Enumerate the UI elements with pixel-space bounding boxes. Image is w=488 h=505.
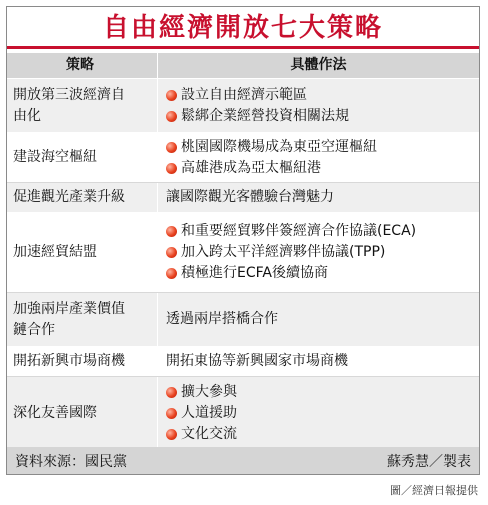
practice-text: 高雄港成為亞太樞紐港 — [181, 159, 321, 176]
practice-text: 和重要經貿夥伴簽經濟合作協議(ECA) — [181, 223, 417, 239]
bullet-icon — [166, 268, 177, 279]
strategy-text: 開拓新興市場商機 — [13, 353, 125, 369]
strategy-text: 由化 — [13, 107, 41, 124]
practice-item — [166, 137, 479, 158]
bullet-icon — [166, 163, 177, 174]
strategy-text: 加強兩岸產業價值 — [13, 300, 125, 317]
bullet-icon — [166, 408, 177, 419]
practice-cell — [157, 377, 479, 450]
table-author: 蘇秀慧／製表 — [387, 453, 471, 470]
table-row — [7, 377, 479, 451]
practice-cell — [157, 133, 479, 182]
practice-item — [166, 106, 479, 127]
header-practice: 具體作法 — [157, 53, 479, 78]
image-credit: 圖／經濟日報提供 — [390, 484, 478, 497]
bullet-icon — [166, 90, 177, 101]
table-footer — [7, 447, 479, 474]
practice-cell — [157, 79, 479, 132]
bullet-icon — [166, 226, 177, 237]
strategy-text: 促進觀光產業升級 — [13, 189, 125, 205]
practice-cell — [157, 213, 479, 292]
practice-cell — [157, 183, 479, 212]
bullet-icon — [166, 142, 177, 153]
header-strategy: 策略 — [7, 53, 157, 78]
table-row — [7, 293, 479, 347]
table-row — [7, 213, 479, 293]
practice-text: 桃園國際機場成為東亞空運樞紐 — [181, 138, 377, 155]
practice-item — [166, 158, 479, 179]
strategy-text: 開放第三波經濟自 — [13, 86, 125, 103]
practice-item — [166, 221, 479, 242]
strategy-text: 加速經貿結盟 — [13, 244, 97, 260]
practice-text: 擴大參與 — [181, 384, 237, 400]
table-row — [7, 347, 479, 377]
strategy-cell — [7, 377, 157, 450]
table-row — [7, 79, 479, 133]
practice-item — [166, 242, 479, 263]
strategy-cell — [7, 133, 157, 182]
practice-item — [166, 403, 479, 424]
strategy-cell — [7, 347, 157, 376]
practice-text: 透過兩岸搭橋合作 — [166, 311, 278, 327]
practice-text: 文化交流 — [181, 426, 237, 442]
table-header-row — [7, 53, 479, 79]
practice-cell — [157, 293, 479, 346]
practice-text: 設立自由經濟示範區 — [181, 86, 307, 103]
bullet-icon — [166, 111, 177, 122]
bullet-icon — [166, 247, 177, 258]
practice-item — [166, 424, 479, 445]
practice-item — [166, 85, 479, 106]
strategy-cell — [7, 293, 157, 346]
practice-text: 讓國際觀光客體驗台灣魅力 — [166, 189, 334, 205]
strategy-text: 鏈合作 — [13, 321, 55, 338]
strategy-table — [7, 53, 479, 451]
practice-text: 加入跨太平洋經濟夥伴協議(TPP) — [181, 244, 386, 260]
practice-text: 開拓東協等新興國家市場商機 — [166, 353, 348, 369]
table-row — [7, 183, 479, 213]
practice-text: 鬆綁企業經營投資相關法規 — [181, 107, 349, 124]
strategy-cell — [7, 213, 157, 292]
infographic-frame — [6, 6, 480, 475]
practice-item — [166, 382, 479, 403]
strategy-cell — [7, 79, 157, 132]
bullet-icon — [166, 429, 177, 440]
strategy-cell — [7, 183, 157, 212]
table-row — [7, 133, 479, 183]
strategy-text: 建設海空樞紐 — [13, 149, 97, 165]
practice-text: 積極進行ECFA後續協商 — [181, 265, 328, 281]
page-title: 自由經濟開放七大策略 — [7, 7, 479, 49]
practice-cell — [157, 347, 479, 376]
bullet-icon — [166, 387, 177, 398]
practice-item — [166, 263, 479, 284]
data-source: 資料來源：國民黨 — [15, 453, 127, 470]
practice-text: 人道援助 — [181, 405, 237, 421]
strategy-text: 深化友善國際 — [13, 405, 97, 421]
